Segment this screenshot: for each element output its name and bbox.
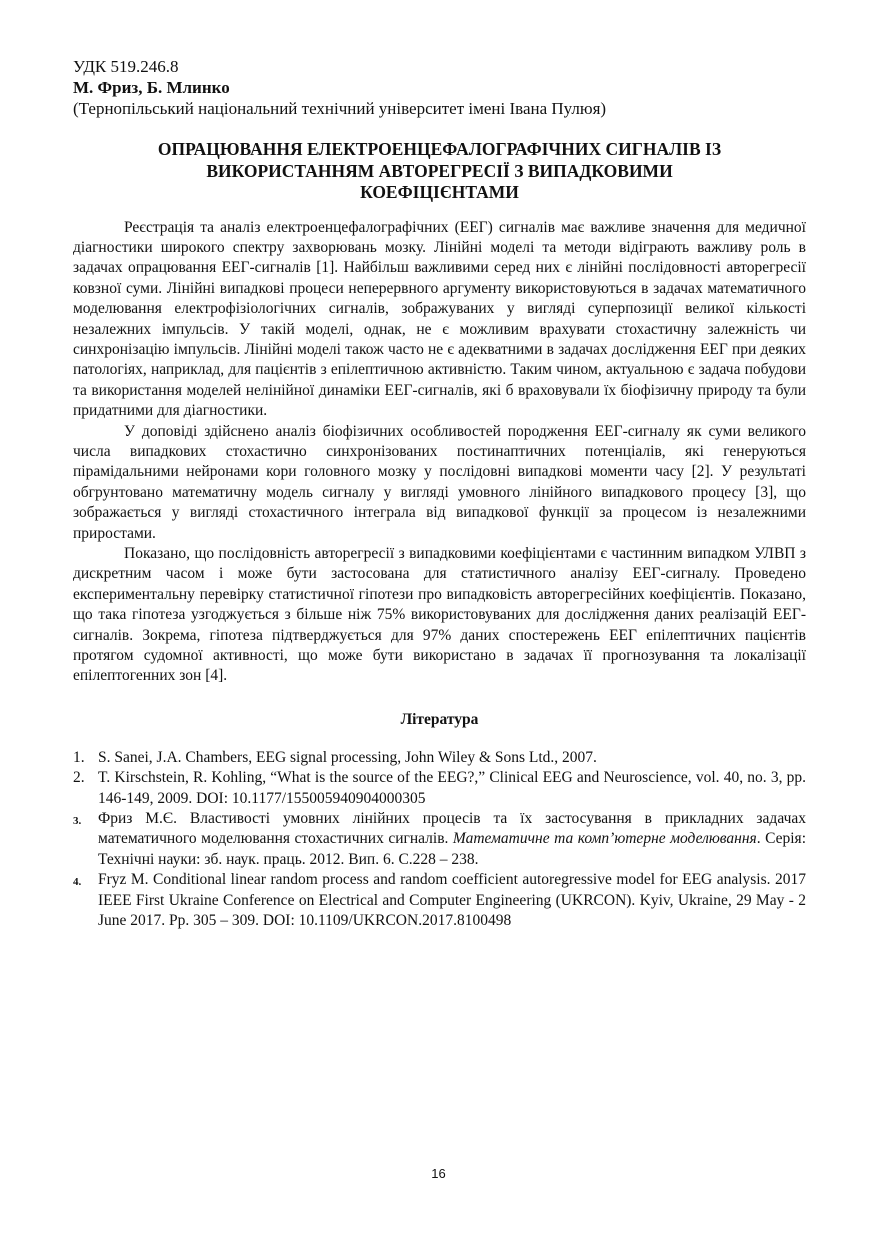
abstract-body: [73, 218, 806, 687]
title-line: ВИКОРИСТАННЯМ АВТОРЕГРЕСІЇ З ВИПАДКОВИМИ: [206, 160, 673, 181]
reference-text: Fryz M. Conditional linear random process and random coefficient autoregressive model for EEG analysis. 2017 IEEE First Ukraine Conference on Electrical and Computer Engineering (UKRCON). Kyiv, Ukraine, 29 May - 2 June 2017. Pp. 305 – 309. DOI: 10.1109/UKRCON.2017.8100498: [98, 871, 806, 930]
reference-item: [73, 809, 806, 870]
authors: М. Фриз, Б. Млинко: [73, 78, 230, 97]
reference-number: 1.: [73, 748, 85, 766]
reference-journal: Математичне та комп’ютерне моделювання: [452, 830, 757, 848]
reference-number: 4.: [73, 876, 82, 889]
reference-number: 2.: [73, 769, 85, 787]
body-paragraph: Реєстрація та аналіз електроенцефалографічних (ЕЕГ) сигналів має важливе значення для медичної діагностики широкого спектру захворювань мозку. Лінійні моделі та методи відіграють важливу роль в задачах опрацювання ЕЕГ-сигналів [1]. Найбільш важливими серед них є лінійні послідовності авторегресії ковзної суми. Лінійні випадкові процеси неперервного аргументу використовуються в задачах математичного моделювання електрофізіологічних сигналів, зображуваних у вигляді суперпозиції великої кількості незалежних імпульсів. У такій моделі, однак, не є можливим врахувати стохастичну залежність чи синхронізацію імпульсів. Лінійні моделі також часто не є адекватними в задачах дослідження ЕЕГ при деяких патологіях, наприклад, для пацієнтів з епілептичною активністю. Таким чином, актуальною є задача побудови та використання моделей нелінійної динаміки ЕЕГ-сигналів, які б враховували їх біофізичну природу та були придатними для діагностики.: [73, 218, 806, 420]
reference-item: [73, 748, 806, 768]
reference-text: S. Sanei, J.A. Chambers, EEG signal processing, John Wiley & Sons Ltd., 2007.: [98, 748, 597, 766]
reference-number: 3.: [73, 815, 82, 828]
udk-code: УДК 519.246.8: [73, 57, 179, 76]
reference-item: [73, 870, 806, 931]
references-heading: Література: [400, 710, 479, 728]
reference-text-tail: . Серія: Технічні науки: зб. наук. праць. 2012. Вип. 6. С.228 – 238.: [98, 830, 806, 868]
reference-text: T. Kirschstein, R. Kohling, “What is the source of the EEG?,” Clinical EEG and Neuroscience, vol. 40, no. 3, pp. 146-149, 2009. DOI: 10.1177/155005940904000305: [98, 769, 806, 807]
body-paragraph: У доповіді здійснено аналіз біофізичних особливостей породження ЕЕГ-сигналу як суми великого числа випадкових стохастично синхронізованих постинаптичних потенціалів, які генеруються пірамідальними нейронами кори головного мозку у послідовні випадкові моменти часу [2]. У результаті обгрунтовано математичну модель сигналу у вигляді умовного лінійного випадкового процесу [3], що зображається у вигляді стохастичного інтеграла від випадкової функції за процесом із незалежними приростами.: [73, 422, 806, 542]
paper-title: [73, 139, 806, 204]
references-list: [73, 748, 806, 932]
title-line: КОЕФІЦІЄНТАМИ: [360, 182, 519, 202]
reference-item: [73, 768, 806, 809]
affiliation: (Тернопільський національний технічний університет імені Івана Пулюя): [73, 99, 607, 118]
reference-text: Фриз М.Є. Властивості умовних лінійних процесів та їх застосування в прикладних задачах математичного моделювання стохастичних сигналів.: [98, 810, 806, 848]
title-line: ОПРАЦЮВАННЯ ЕЛЕКТРОЕНЦЕФАЛОГРАФІЧНИХ СИГНАЛІВ ІЗ: [157, 139, 722, 159]
page-number: 16: [431, 1166, 446, 1181]
paper-page: [73, 56, 806, 932]
body-paragraph: Показано, що послідовність авторегресії з випадковими коефіцієнтами є частинним випадком УЛВП з дискретним часом і може бути застосована для статистичного аналізу ЕЕГ-сигналу. Проведено експериментальну перевірку статистичної гіпотези про випадковість авторегресійних коефіцієнтів. Показано, що така гіпотеза узгоджується з більше ніж 75% використовуваних для дослідження даних реалізацій ЕЕГ-сигналів. Зокрема, гіпотеза підтверджується для 97% даних спостережень ЕЕГ епілептичних пацієнтів протягом судомної активності, що може бути використано в задачах її прогнозування та локалізації епілептогенних зон [4].: [73, 545, 806, 685]
